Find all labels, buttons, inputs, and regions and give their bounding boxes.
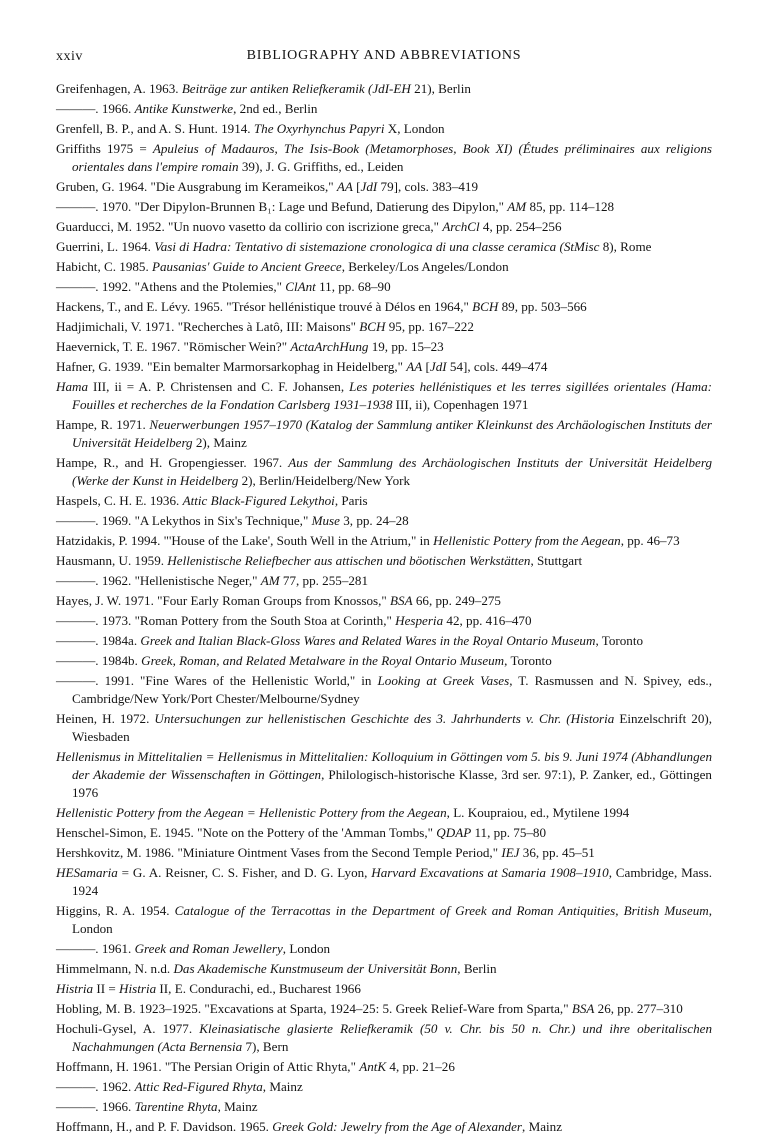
entry-italic-title: Pausanias' Guide to Ancient Greece [152,259,342,274]
bibliography-entry [56,298,712,316]
bibliography-entry [56,198,712,216]
entry-text: Hochuli-Gysel, A. 1977. [56,1021,200,1036]
entry-italic-title: Das Akademische Kunstmuseum der Universität Bonn [173,961,458,976]
bibliography-entry [56,238,712,256]
bibliography-list [56,80,712,1138]
entry-italic-title: QDAP [436,825,472,840]
bibliography-entry [56,710,712,746]
entry-italic-title: Attic Black-Figured Lekythoi [182,493,335,508]
entry-text: 66, pp. 249–275 [412,593,501,608]
entry-text: [ [422,359,430,374]
entry-text: III, ii = A. P. Christensen and C. F. Johansen, [88,379,350,394]
entry-text: 85, pp. 114–128 [526,199,615,214]
entry-text: Gruben, G. 1964. "Die Ausgrabung im Kerameikos," [56,179,337,194]
bibliography-entry [56,416,712,452]
entry-italic-title: AM [507,199,527,214]
entry-text: , London [282,941,331,956]
entry-text: Guerrini, L. 1964. [56,239,155,254]
entry-text: = G. A. Reisner, C. S. Fisher, and D. G. Lyon, [117,865,372,880]
entry-text: Himmelmann, N. n.d. [56,961,174,976]
entry-text: Hausmann, U. 1959. [56,553,168,568]
entry-text: Haevernick, T. E. 1967. "Römischer Wein?" [56,339,291,354]
entry-text: ———. 1991. "Fine Wares of the Hellenistic World," in [56,673,378,688]
bibliography-entry [56,672,712,708]
entry-text: 77, pp. 255–281 [279,573,369,588]
bibliography-entry [56,652,712,670]
entry-italic-title: Vasi di Hadra: Tentativo di sistemazione cronologica di una classe ceramica (StMisc [154,239,600,254]
entry-italic-title: ClAnt [285,279,316,294]
entry-italic-title: BCH [472,299,499,314]
bibliography-entry [56,844,712,862]
entry-text: Hafner, G. 1939. "Ein bemalter Marmorsarkophag in Heidelberg," [56,359,407,374]
bibliography-entry [56,358,712,376]
entry-text: [ [352,179,361,194]
entry-text: , Mainz [217,1099,258,1114]
bibliography-entry [56,960,712,978]
entry-text: 89, pp. 503–566 [498,299,587,314]
entry-text: , Paris [334,493,368,508]
entry-text: , Berkeley/Los Angeles/London [341,259,509,274]
entry-italic-title: Greek Gold: Jewelry from the Age of Alexander [272,1119,523,1134]
page-number: xxiv [56,49,83,64]
entry-text: 4, pp. 254–256 [479,219,562,234]
entry-text: , Toronto [595,633,644,648]
entry-text: , London [72,903,712,936]
entry-text: Greifenhagen, A. 1963. [56,81,182,96]
entry-text: Hampe, R., and H. Gropengiesser. 1967. [56,455,289,470]
entry-italic-title: Catalogue of the Terracottas in the Department of Greek and Roman Antiquities, British Museum [174,903,709,918]
entry-text: 39), J. G. Griffiths, ed., Leiden [238,159,404,174]
entry-text: 3, pp. 24–28 [339,513,409,528]
entry-italic-title: Hellenistische Reliefbecher aus attischen und böotischen Werkstätten [167,553,531,568]
bibliography-entry [56,278,712,296]
entry-text: , Cambridge, Mass. 1924 [72,865,713,898]
entry-text: Habicht, C. 1985. [56,259,153,274]
bibliography-entry [56,318,712,336]
entry-italic-title: Apuleius of Madauros, The Isis-Book (Metamorphoses, Book XI) (Études préliminaires aux religions orientales dans l'empire romain [72,141,712,174]
entry-text: 79], cols. 383–419 [377,179,479,194]
entry-text: ———. 1962. [56,1079,135,1094]
bibliography-entry [56,1118,712,1136]
entry-text: 42, pp. 416–470 [443,613,532,628]
bibliography-entry [56,120,712,138]
entry-italic-title: Hellenistic Pottery from the Aegean [433,533,621,548]
entry-text: 19, pp. 15–23 [368,339,444,354]
entry-italic-title: Kleinasiatische glasierte Reliefkeramik (50 v. Chr. bis 50 n. Chr.) und ihre oberitalischen Nachahmungen (Acta Bernensia [72,1021,712,1054]
entry-text: , Berlin [457,961,497,976]
entry-text: 21), Berlin [410,81,471,96]
entry-text: ———. 1984a. [56,633,141,648]
entry-text: ———. 1966. [56,1099,135,1114]
entry-text: Hayes, J. W. 1971. "Four Early Roman Groups from Knossos," [56,593,391,608]
entry-italic-title: Les poteries hellénistiques et les terres sigillées orientales (Hama: Fouilles et recherches de la Fondation Carlsberg 1931–1938 [72,379,712,412]
bibliography-entry [56,454,712,490]
entry-text: 26, pp. 277–310 [594,1001,683,1016]
entry-italic-title: HESamaria [56,865,118,880]
entry-text: 8), Rome [599,239,652,254]
entry-italic-title: Untersuchungen zur hellenistischen Geschichte des 3. Jahrhunderts v. Chr. (Historia [154,711,615,726]
bibliography-entry [56,980,712,998]
entry-text: II, E. Condurachi, ed., Bucharest 1966 [156,981,361,996]
bibliography-entry [56,864,712,900]
entry-text: ———. 1970. "Der Dipylon-Brunnen B₁: Lage und Befund, Datierung des Dipylon," [56,199,508,214]
entry-italic-title: Greek, Roman, and Related Metalware in the Royal Ontario Museum [141,653,505,668]
bibliography-entry [56,748,712,802]
entry-text: 2), Berlin/Heidelberg/New York [238,473,411,488]
entry-text: , Stuttgart [530,553,583,568]
bibliography-entry [56,632,712,650]
entry-text: ———. 1962. "Hellenistische Neger," [56,573,261,588]
entry-italic-title: The Oxyrhynchus Papyri [253,121,385,136]
entry-italic-title: Greek and Roman Jewellery [134,941,283,956]
entry-text: Hobling, M. B. 1923–1925. "Excavations at Sparta, 1924–25: 5. Greek Relief-Ware from Sparta," [56,1001,572,1016]
entry-text: X, London [384,121,445,136]
bibliography-entry [56,1058,712,1076]
entry-text: Hadjimichali, V. 1971. "Recherches à Latô, III: Maisons" [56,319,360,334]
bibliography-entry [56,1078,712,1096]
entry-text: Guarducci, M. 1952. "Un nuovo vasetto da collirio con iscrizione greca," [56,219,443,234]
bibliography-entry [56,572,712,590]
entry-text: ———. 1992. "Athens and the Ptolemies," [56,279,286,294]
page-header [56,40,712,76]
bibliography-entry [56,612,712,630]
entry-text: Hoffmann, H. 1961. "The Persian Origin of Attic Rhyta," [56,1059,360,1074]
bibliography-entry [56,258,712,276]
entry-text: Einzelschrift 20), Wiesbaden [72,711,713,744]
entry-text: Hampe, R. 1971. [56,417,150,432]
bibliography-entry [56,552,712,570]
entry-text: Henschel-Simon, E. 1945. "Note on the Pottery of the 'Amman Tombs," [56,825,437,840]
entry-text: ———. 1973. "Roman Pottery from the South Stoa at Corinth," [56,613,396,628]
entry-italic-title: Hesperia [395,613,444,628]
bibliography-entry [56,1020,712,1056]
entry-italic-title: BSA [390,593,413,608]
entry-text: , Toronto [504,653,552,668]
entry-text: Hatzidakis, P. 1994. "'House of the Lake', South Well in the Atrium," in [56,533,434,548]
bibliography-entry [56,940,712,958]
entry-text: Heinen, H. 1972. [56,711,155,726]
bibliography-entry [56,218,712,236]
entry-italic-title: Aus der Sammlung des Archäologischen Instituts der Universität Heidelberg (Werke der Kunst in Heidelberg [72,455,712,488]
entry-italic-title: Hellenistic Pottery from the Aegean = Hellenistic Pottery from the Aegean [56,805,447,820]
entry-italic-title: Histria [56,981,94,996]
entry-italic-title: Harvard Excavations at Samaria 1908–1910 [371,865,609,880]
entry-text: , Mainz [522,1119,563,1134]
entry-text: Hoffmann, H., and P. F. Davidson. 1965. [56,1119,273,1134]
entry-text: Grenfell, B. P., and A. S. Hunt. 1914. [56,121,254,136]
bibliography-entry [56,80,712,98]
bibliography-entry [56,902,712,938]
entry-text: 11, pp. 68–90 [315,279,391,294]
entry-italic-title: Greek and Italian Black-Gloss Wares and Related Wares in the Royal Ontario Museum [140,633,596,648]
bibliography-entry [56,824,712,842]
entry-text: ———. 1966. [56,101,135,116]
entry-text: , T. Rasmussen and N. Spivey, eds., Cambridge/New York/Port Chester/Melbourne/Sydney [72,673,712,706]
entry-italic-title: Beiträge zur antiken Reliefkeramik (JdI-EH [181,81,411,96]
bibliography-entry [56,100,712,118]
bibliography-entry [56,178,712,196]
entry-text: Higgins, R. A. 1954. [56,903,175,918]
entry-text: , 2nd ed., Berlin [233,101,318,116]
bibliography-entry [56,338,712,356]
entry-text: , Mainz [262,1079,303,1094]
entry-text: ———. 1969. "A Lekythos in Six's Technique," [56,513,312,528]
bibliography-entry [56,532,712,550]
entry-italic-title: ArchCl [442,219,480,234]
entry-text: III, ii), Copenhagen 1971 [392,397,529,412]
entry-italic-title: Neuerwerbungen 1957–1970 (Katalog der Sammlung antiker Kleinkunst des Archäologischen Instituts der Universität Heidelberg [72,417,713,450]
bibliography-entry [56,492,712,510]
bibliography-entry [56,1000,712,1018]
entry-text: 2), Mainz [192,435,247,450]
entry-text: ———. 1961. [56,941,135,956]
entry-text: 95, pp. 167–222 [385,319,474,334]
bibliography-entry [56,804,712,822]
entry-italic-title: Muse [311,513,340,528]
entry-text: 54], cols. 449–474 [446,359,548,374]
entry-text: , Philologisch-historische Klasse, 3rd ser. 97:1), P. Zanker, ed., Göttingen 1976 [72,767,712,800]
entry-italic-title: AA [336,179,353,194]
entry-italic-title: BSA [571,1001,595,1016]
entry-text: II = [93,981,120,996]
bibliography-entry [56,140,712,176]
entry-text: 11, pp. 75–80 [471,825,547,840]
entry-italic-title: BCH [359,319,386,334]
entry-text: Hershkovitz, M. 1986. "Miniature Ointment Vases from the Second Temple Period," [56,845,502,860]
entry-italic-title: JdI [429,359,447,374]
entry-text: 7), Bern [242,1039,289,1054]
entry-italic-title: Antike Kunstwerke [134,101,234,116]
entry-text: Hackens, T., and E. Lévy. 1965. "Trésor hellénistique trouvé à Délos en 1964," [56,299,473,314]
entry-italic-title: JdI [360,179,378,194]
entry-italic-title: AntK [359,1059,387,1074]
entry-italic-title: AA [406,359,423,374]
entry-italic-title: Attic Red-Figured Rhyta [134,1079,263,1094]
entry-italic-title: Looking at Greek Vases [377,673,510,688]
entry-italic-title: Histria [119,981,157,996]
entry-italic-title: Hellenismus in Mittelitalien = Hellenismus in Mittelitalien: Kolloquium in Göttingen vom 5. bis 9. Juni 1974 (Abhandlungen der Akademie der Wissenschaften in Göttingen [56,749,712,782]
entry-text: , pp. 46–73 [620,533,680,548]
running-head: BIBLIOGRAPHY AND ABBREVIATIONS [246,48,522,63]
bibliography-entry [56,592,712,610]
entry-text: 4, pp. 21–26 [386,1059,455,1074]
entry-text: Griffiths 1975 = [56,141,153,156]
entry-italic-title: IEJ [501,845,520,860]
entry-italic-title: AM [260,573,280,588]
entry-text: , L. Koupraiou, ed., Mytilene 1994 [446,805,630,820]
entry-italic-title: ActaArchHung [290,339,369,354]
entry-italic-title: Tarentine Rhyta [134,1099,218,1114]
entry-text: ———. 1984b. [56,653,142,668]
entry-italic-title: Hama [56,379,89,394]
bibliography-entry [56,512,712,530]
entry-text: 36, pp. 45–51 [519,845,595,860]
bibliography-entry [56,1098,712,1116]
entry-text: Haspels, C. H. E. 1936. [56,493,183,508]
bibliography-entry [56,378,712,414]
